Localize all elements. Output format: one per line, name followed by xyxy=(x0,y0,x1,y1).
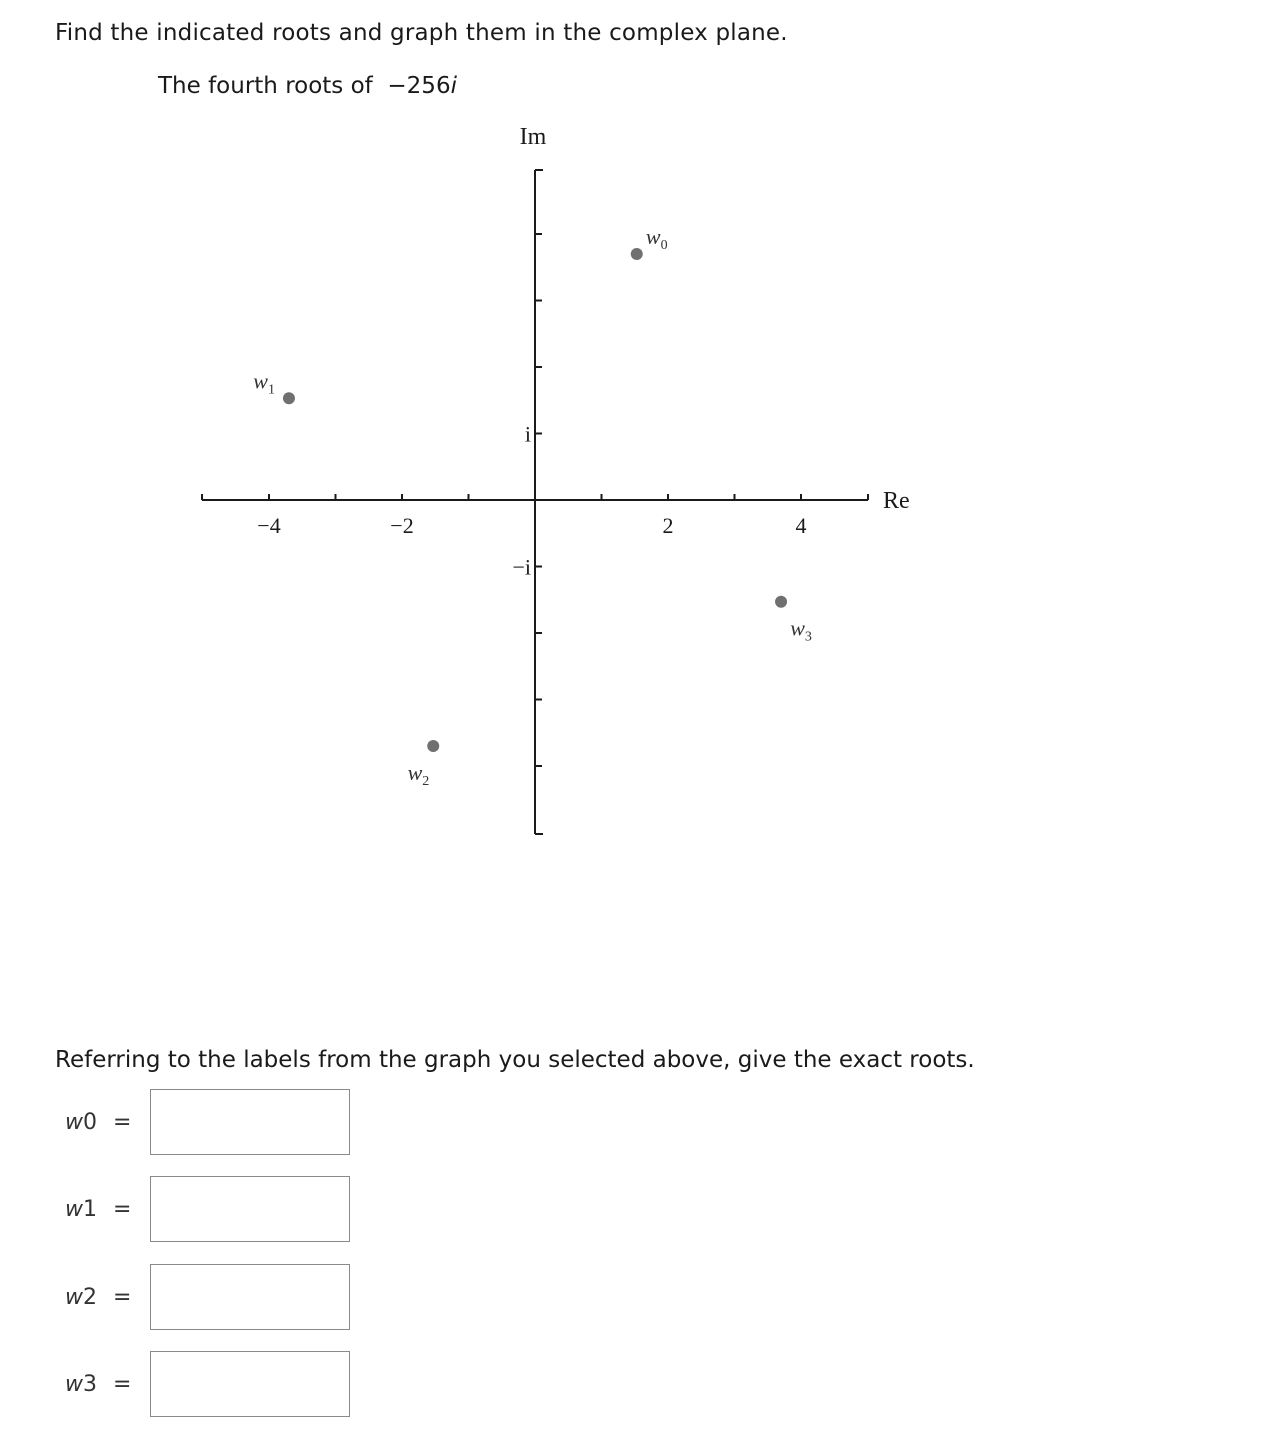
answer-row-w2 xyxy=(65,1263,350,1331)
answer-sub: 2 xyxy=(83,1284,97,1310)
root-points xyxy=(253,224,812,789)
answer-var: w xyxy=(65,1284,83,1310)
w2-answer-input[interactable] xyxy=(150,1264,350,1330)
axes xyxy=(202,170,868,834)
x-tick-label: 2 xyxy=(662,513,674,538)
w0-answer-input[interactable] xyxy=(150,1089,350,1155)
equals-sign: = xyxy=(113,1109,132,1135)
root-label-w1: $w_1$ xyxy=(253,368,275,398)
axis-labels xyxy=(257,124,909,580)
answer-sub: 3 xyxy=(83,1371,97,1397)
root-point-w0 xyxy=(631,248,643,260)
answer-sub: 1 xyxy=(83,1196,97,1222)
y-tick-label: −i xyxy=(512,554,531,580)
root-point-w1 xyxy=(283,392,295,404)
root-label-w3: $w_3$ xyxy=(790,615,812,645)
answer-row-w3 xyxy=(65,1350,350,1418)
question-subprompt xyxy=(158,73,457,99)
x-tick-label: −4 xyxy=(257,513,281,538)
answer-label-w2 xyxy=(65,1285,150,1310)
question-prompt: Find the indicated roots and graph them in the complex plane. xyxy=(55,20,788,46)
subprompt-expr-number: −256 xyxy=(387,73,451,99)
root-label-w0: $w_0$ xyxy=(645,223,668,253)
answer-var: w xyxy=(65,1109,83,1135)
answer-var: w xyxy=(65,1371,83,1397)
equals-sign: = xyxy=(113,1284,132,1310)
answer-row-w1 xyxy=(65,1175,350,1243)
answer-sub: 0 xyxy=(83,1109,97,1135)
answer-label-w1 xyxy=(65,1197,150,1222)
root-point-w2 xyxy=(427,740,439,752)
w1-answer-input[interactable] xyxy=(150,1176,350,1242)
answer-label-w3 xyxy=(65,1372,150,1397)
answer-row-w0 xyxy=(65,1088,350,1156)
x-tick-label: −2 xyxy=(390,513,414,538)
equals-sign: = xyxy=(113,1196,132,1222)
root-label-w2: $w_2$ xyxy=(407,760,430,790)
root-point-w3 xyxy=(775,596,787,608)
answer-instructions: Referring to the labels from the graph you selected above, give the exact roots. xyxy=(55,1047,975,1073)
y-tick-label: i xyxy=(524,421,531,447)
real-axis-title: Re xyxy=(883,488,910,514)
equals-sign: = xyxy=(113,1371,132,1397)
imaginary-axis-title: Im xyxy=(519,124,547,150)
complex-plane-graph xyxy=(0,110,1000,870)
x-tick-label: 4 xyxy=(795,513,807,538)
answer-label-w0 xyxy=(65,1110,150,1135)
subprompt-prefix: The fourth roots of xyxy=(158,73,373,99)
answer-var: w xyxy=(65,1196,83,1222)
w3-answer-input[interactable] xyxy=(150,1351,350,1417)
subprompt-expression xyxy=(380,73,457,99)
subprompt-expr-unit: i xyxy=(450,73,457,99)
